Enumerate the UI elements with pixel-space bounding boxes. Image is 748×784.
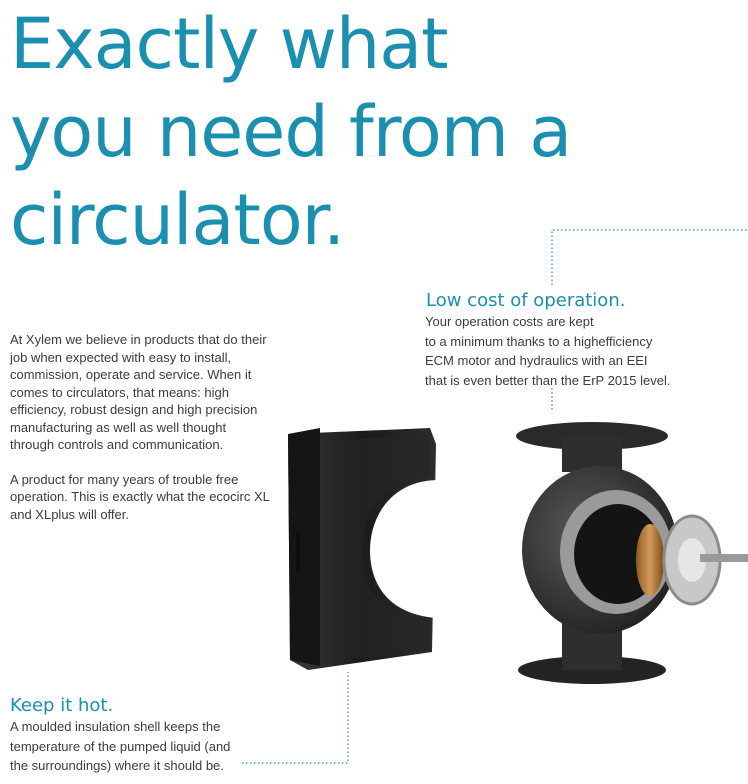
pump-image: [510, 420, 748, 690]
callout-hot-line: the surroundings) where it should be.: [10, 758, 224, 773]
callout-hot-line: temperature of the pumped liquid (and: [10, 738, 231, 754]
callout-operation-line: to a minimum thanks to a highefficiency: [425, 333, 653, 349]
callout-operation-line: that is even better than the ErP 2015 level.: [425, 372, 671, 388]
headline-line-3: circulator.: [10, 179, 345, 261]
callout-operation-line: Your operation costs are kept: [425, 314, 594, 329]
leader-line-hot: [242, 672, 348, 763]
intro-paragraph-1: At Xylem we believe in products that do their job when expected with easy to install, commission, operate and service. When it comes to circulators, that means: high efficiency, robust design and high precision manufacturing as well as well thought through controls and communication.: [10, 332, 267, 452]
headline-line-2: you need from a: [10, 91, 572, 173]
callout-hot-title: Keep it hot.: [10, 695, 114, 716]
leader-line-operation-top: [552, 230, 748, 285]
insulation-shell-image: [280, 420, 440, 680]
callout-hot-line: A moulded insulation shell keeps the: [10, 719, 221, 734]
callout-operation-line: ECM motor and hydraulics with an EEI: [425, 353, 648, 368]
callout-operation-title: Low cost of operation.: [426, 290, 626, 311]
intro-paragraph-2: A product for many years of trouble free operation. This is exactly what the ecocirc XL and XLplus will offer.: [10, 471, 270, 522]
headline-line-1: Exactly what: [10, 3, 448, 85]
